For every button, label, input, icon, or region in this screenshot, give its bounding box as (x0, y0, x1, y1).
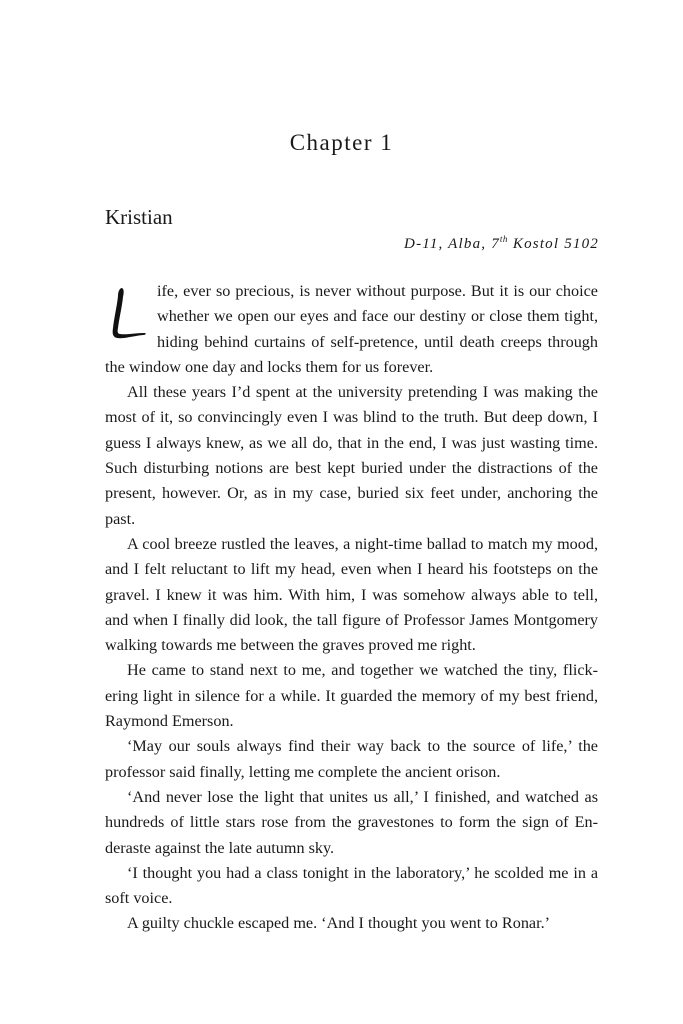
dateline-ordinal: th (499, 234, 508, 244)
paragraph-4: He came to stand next to me, and together we watched the tiny, flickering light in silence for a while. It guarded the memory of my best friend, Raymond Emerson. (105, 661, 598, 731)
dateline-suffix: Kostol 5102 (507, 236, 599, 252)
paragraph-text: ife, ever so precious, is never without purpose. But it is our choice whether we open our eyes and face our destiny or close them tight, hiding behind curtains of self-pretence, until death creeps through the window one day and locks them for us forever. (105, 282, 598, 376)
paragraph-5: ‘May our souls always find their way back to the source of life,’ the professor said finally, letting me complete the ancient orison. (105, 737, 598, 781)
paragraph-8: A guilty chuckle escaped me. ‘And I thought you went to Ronar.’ (127, 914, 551, 933)
paragraph-6: ‘And never lose the light that unites us all,’ I finished, and watched as hundreds of little stars rose from the gravestones to form the sign of Enderaste against the late autumn sky. (105, 787, 598, 857)
chapter-body (105, 279, 598, 937)
dateline-prefix: D-11, Alba, 7 (404, 236, 500, 252)
chapter-title: Chapter 1 (289, 130, 394, 155)
paragraph-2: All these years I’d spent at the university pretending I was making the most of it, so convincingly even I was blind to the truth. But deep down, I guess I always knew, as we all do, that in the end, I was just wasting time. Such disturbing notions are best kept buried under the distractions of the present, however. Or, as in my case, buried six feet under, anchoring the past. (105, 383, 598, 528)
pov-heading: Kristian (105, 205, 173, 229)
dateline (404, 234, 599, 253)
brush-letter-l-icon (105, 282, 149, 344)
paragraph-1 (105, 279, 598, 380)
paragraph-7: ‘I thought you had a class tonight in the laboratory,’ he scolded me in a soft voice. (105, 863, 598, 908)
paragraph-3: A cool breeze rustled the leaves, a night-time ballad to match my mood, and I felt reluctant to lift my head, even when I heard his footsteps on the gravel. I knew it was him. With him, I was somehow always able to tell, and when I finally did look, the tall figure of Professor James Montgomery walking towards me between the graves proved me right. (105, 534, 598, 655)
